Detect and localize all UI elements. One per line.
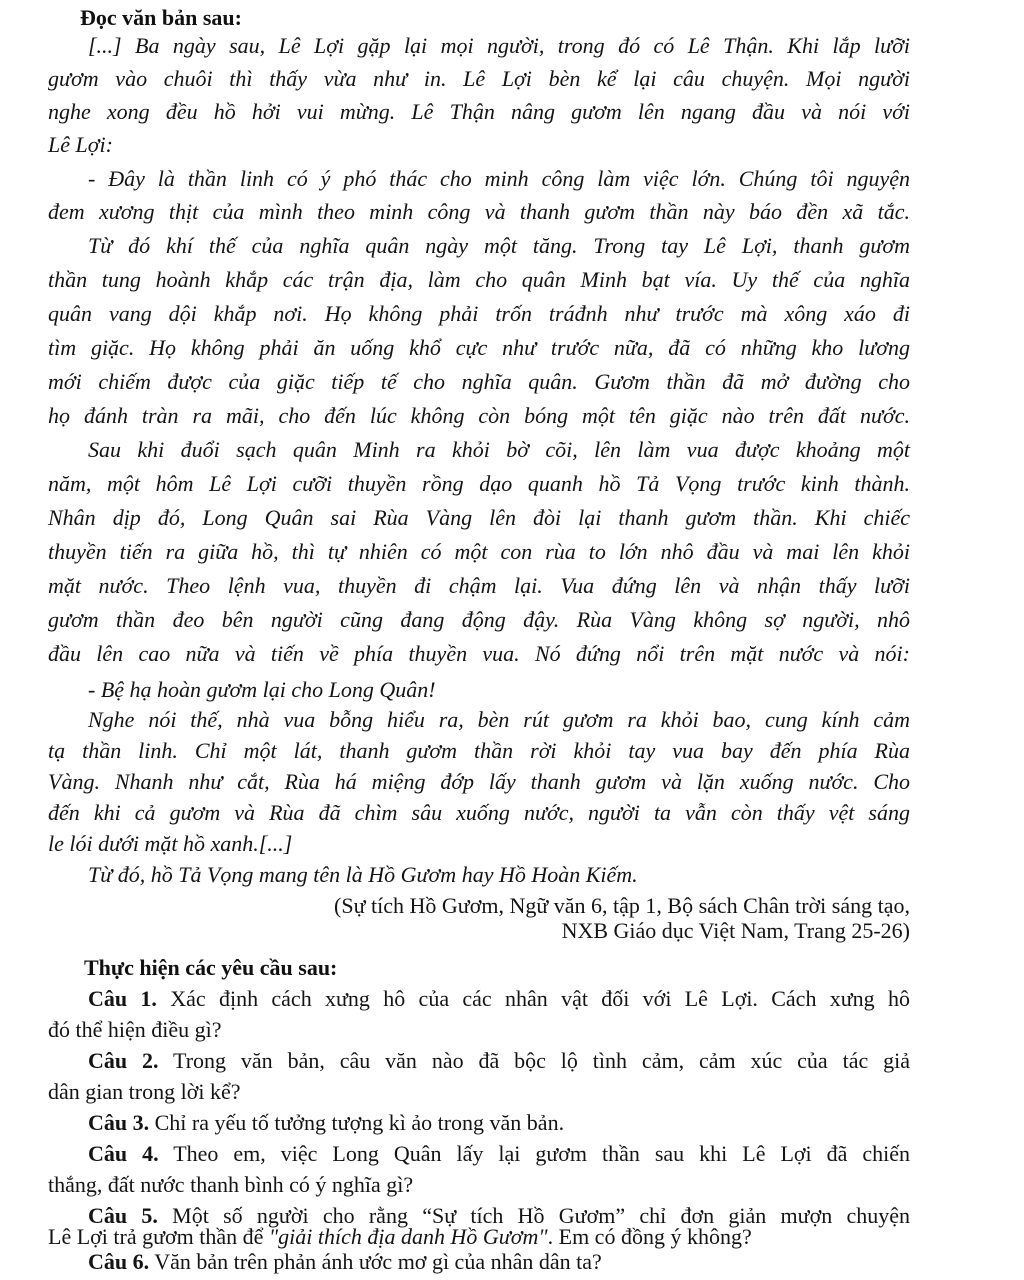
question-label: Câu 6. — [88, 1249, 150, 1274]
passage-line: đầu lên cao nữa và tiến về phía thuyền vua. Nó đứng nổi trên mặt nước và nói: — [48, 641, 910, 666]
question-label: Câu 2. — [88, 1048, 159, 1073]
question-label: Câu 3. — [88, 1110, 150, 1135]
tasks-heading: Thực hiện các yêu cầu sau: — [84, 955, 338, 980]
question-label: Câu 5. — [88, 1203, 158, 1228]
question-2: Câu 2. Trong văn bản, câu văn nào đã bộc lộ tình cảm, cảm xúc của tác giả — [88, 1048, 910, 1073]
question-4-cont: thắng, đất nước thanh bình có ý nghĩa gì? — [48, 1172, 414, 1197]
question-label: Câu 1. — [88, 986, 157, 1011]
passage-line: Sau khi đuổi sạch quân Minh ra khỏi bờ cõi, lên làm vua được khoảng một — [88, 437, 910, 462]
passage-line: mặt nước. Theo lệnh vua, thuyền đi chậm lại. Vua đứng lên và nhận thấy lưỡi — [48, 573, 910, 598]
passage-line: - Bệ hạ hoàn gươm lại cho Long Quân! — [88, 677, 436, 702]
source-citation-line: (Sự tích Hồ Gươm, Ngữ văn 6, tập 1, Bộ sách Chân trời sáng tạo, — [334, 893, 910, 918]
passage-line: - Đây là thần linh có ý phó thác cho minh công làm việc lớn. Chúng tôi nguyện — [88, 166, 910, 191]
question-6: Câu 6. Văn bản trên phản ánh ước mơ gì của nhân dân ta? — [88, 1249, 602, 1274]
question-5: Câu 5. Một số người cho rằng “Sự tích Hồ Gươm” chỉ đơn giản mượn chuyện — [88, 1203, 910, 1228]
passage-line: Lê Lợi: — [48, 132, 113, 157]
question-1: Câu 1. Xác định cách xưng hô của các nhân vật đối với Lê Lợi. Cách xưng hô — [88, 986, 910, 1011]
passage-line: mới chiếm được của giặc tiếp tế cho nghĩa quân. Gươm thần đã mở đường cho — [48, 369, 910, 394]
passage-line: Vàng. Nhanh như cắt, Rùa há miệng đớp lấy thanh gươm và lặn xuống nước. Cho — [48, 769, 910, 794]
passage-line: Từ đó khí thế của nghĩa quân ngày một tăng. Trong tay Lê Lợi, thanh gươm — [88, 233, 910, 258]
question-3: Câu 3. Chỉ ra yếu tố tưởng tượng kì ảo trong văn bản. — [88, 1110, 565, 1135]
passage-line: le lói dưới mặt hồ xanh.[...] — [48, 831, 293, 856]
question-label: Câu 4. — [88, 1141, 159, 1166]
passage-line: quân vang dội khắp nơi. Họ không phải trốn tráđnh như trước mà xông xáo đi — [48, 301, 910, 326]
passage-line: năm, một hôm Lê Lợi cưỡi thuyền rồng dạo quanh hồ Tả Vọng trước kinh thành. — [48, 471, 910, 496]
passage-line: thần tung hoành khắp các trận địa, làm cho quân Minh bạt vía. Uy thế của nghĩa — [48, 267, 910, 292]
reading-heading: Đọc văn bản sau: — [80, 5, 242, 30]
passage-line: đem xương thịt của mình theo minh công và thanh gươm thần này báo đền xã tắc. — [48, 199, 910, 224]
question-5-cont: Lê Lợi trả gươm thần để "giải thích địa danh Hồ Gươm". Em có đồng ý không? — [48, 1224, 752, 1249]
passage-line: gươm thần đeo bên người cũng đang động đậy. Rùa Vàng không sợ người, nhô — [48, 607, 910, 632]
passage-line: nghe xong đều hồ hởi vui mừng. Lê Thận nâng gươm lên ngang đầu và nói với — [48, 99, 910, 124]
passage-line: Từ đó, hồ Tả Vọng mang tên là Hồ Gươm hay Hồ Hoàn Kiếm. — [88, 862, 638, 887]
question-2-cont: dân gian trong lời kể? — [48, 1079, 241, 1104]
passage-line: đến khi cả gươm và Rùa đã chìm sâu xuống nước, người ta vẫn còn thấy vệt sáng — [48, 800, 910, 825]
passage-line: tạ thần linh. Chỉ một lát, thanh gươm thần rời khỏi tay vua bay đến phía Rùa — [48, 738, 910, 763]
passage-line: họ đánh tràn ra mãi, cho đến lúc không còn bóng một tên giặc nào trên đất nước. — [48, 403, 910, 428]
passage-line: tìm giặc. Họ không phải ăn uống khổ cực như trước nữa, đã có những kho lương — [48, 335, 910, 360]
question-4: Câu 4. Theo em, việc Long Quân lấy lại gươm thần sau khi Lê Lợi đã chiến — [88, 1141, 911, 1166]
source-citation-line: NXB Giáo dục Việt Nam, Trang 25-26) — [561, 918, 910, 943]
passage-line: [...] Ba ngày sau, Lê Lợi gặp lại mọi người, trong đó có Lê Thận. Khi lắp lưỡi — [88, 33, 910, 58]
passage-line: gươm vào chuôi thì thấy vừa như in. Lê Lợi bèn kể lại câu chuyện. Mọi người — [48, 66, 910, 91]
question-1-cont: đó thể hiện điều gì? — [48, 1017, 222, 1042]
passage-line: thuyền tiến ra giữa hồ, thì tự nhiên có một con rùa to lớn nhô đầu và mai lên khỏi — [48, 539, 910, 564]
passage-line: Nhân dịp đó, Long Quân sai Rùa Vàng lên đòi lại thanh gươm thần. Khi chiếc — [48, 505, 910, 530]
passage-line: Nghe nói thế, nhà vua bỗng hiểu ra, bèn rút gươm ra khỏi bao, cung kính cảm — [88, 707, 910, 732]
